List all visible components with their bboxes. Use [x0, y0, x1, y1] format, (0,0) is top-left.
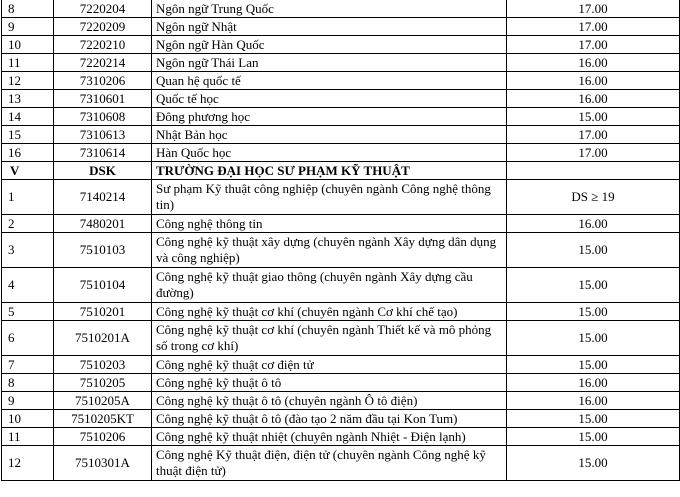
major-name: Công nghệ kỹ thuật giao thông (chuyên ngành Xây dựng cầu đường) — [152, 268, 507, 303]
major-code: 7310613 — [54, 126, 152, 144]
major-code: 7510205KT — [54, 410, 152, 428]
major-name: Công nghệ kỹ thuật cơ khí (chuyên ngành Thiết kế và mô phỏng số trong cơ khí) — [152, 321, 507, 356]
table-row — [2, 36, 680, 54]
table-row — [2, 446, 680, 481]
major-code: 7510203 — [54, 356, 152, 374]
row-index: 5 — [2, 303, 54, 321]
table-row — [2, 356, 680, 374]
cutoff-score: 15.00 — [507, 410, 680, 428]
row-index: 8 — [2, 0, 54, 18]
major-name: Công nghệ kỹ thuật cơ khí (chuyên ngành Cơ khí chế tạo) — [152, 303, 507, 321]
major-name: Công nghệ Kỹ thuật điện, điện tử (chuyên ngành Công nghệ kỹ thuật điện tử) — [152, 446, 507, 481]
major-name: Ngôn ngữ Nhật — [152, 18, 507, 36]
cutoff-score: 16.00 — [507, 374, 680, 392]
major-name: Nhật Bản học — [152, 126, 507, 144]
row-index: 3 — [2, 233, 54, 268]
section-header-row — [2, 162, 680, 180]
row-index: 6 — [2, 321, 54, 356]
cutoff-score: 15.00 — [507, 108, 680, 126]
major-code: 7220204 — [54, 0, 152, 18]
row-index: 16 — [2, 144, 54, 162]
table-row — [2, 215, 680, 233]
section-index: V — [2, 162, 54, 180]
major-code: 7510301A — [54, 446, 152, 481]
major-name: Công nghệ thông tin — [152, 215, 507, 233]
table-row — [2, 268, 680, 303]
table-row — [2, 410, 680, 428]
row-index: 7 — [2, 356, 54, 374]
row-index: 11 — [2, 54, 54, 72]
school-name: TRƯỜNG ĐẠI HỌC SƯ PHẠM KỸ THUẬT — [152, 162, 507, 180]
row-index: 14 — [2, 108, 54, 126]
cutoff-score: 16.00 — [507, 54, 680, 72]
major-name: Ngôn ngữ Trung Quốc — [152, 0, 507, 18]
cutoff-score: 15.00 — [507, 446, 680, 481]
table-row — [2, 90, 680, 108]
row-index: 8 — [2, 374, 54, 392]
major-code: 7480201 — [54, 215, 152, 233]
major-name: Ngôn ngữ Hàn Quốc — [152, 36, 507, 54]
cutoff-score: 16.00 — [507, 392, 680, 410]
major-code: 7310206 — [54, 72, 152, 90]
row-index: 13 — [2, 90, 54, 108]
major-code: 7310614 — [54, 144, 152, 162]
cutoff-score: 17.00 — [507, 36, 680, 54]
cutoff-score: 16.00 — [507, 215, 680, 233]
row-index: 9 — [2, 18, 54, 36]
table-row — [2, 428, 680, 446]
cutoff-score: 15.00 — [507, 233, 680, 268]
row-index: 1 — [2, 180, 54, 215]
row-index: 12 — [2, 446, 54, 481]
table-row — [2, 233, 680, 268]
major-name: Công nghệ kỹ thuật ô tô (chuyên ngành Ô tô điện) — [152, 392, 507, 410]
admission-score-table — [1, 0, 680, 481]
cutoff-score: 15.00 — [507, 268, 680, 303]
table-row — [2, 54, 680, 72]
row-index: 10 — [2, 36, 54, 54]
major-code: 7310601 — [54, 90, 152, 108]
table-row — [2, 303, 680, 321]
major-code: 7510103 — [54, 233, 152, 268]
table-row — [2, 18, 680, 36]
cutoff-score: 15.00 — [507, 303, 680, 321]
table-row — [2, 144, 680, 162]
major-name: Công nghệ kỹ thuật nhiệt (chuyên ngành Nhiệt - Điện lạnh) — [152, 428, 507, 446]
major-code: 7220210 — [54, 36, 152, 54]
table-row — [2, 180, 680, 215]
table-row — [2, 374, 680, 392]
table-row — [2, 392, 680, 410]
major-code: 7510201A — [54, 321, 152, 356]
major-code: 7310608 — [54, 108, 152, 126]
school-code: DSK — [54, 162, 152, 180]
row-index: 12 — [2, 72, 54, 90]
cutoff-score: 17.00 — [507, 144, 680, 162]
major-name: Công nghệ kỹ thuật cơ điện tử — [152, 356, 507, 374]
major-code: 7140214 — [54, 180, 152, 215]
major-name: Đông phương học — [152, 108, 507, 126]
cutoff-score: 15.00 — [507, 428, 680, 446]
row-index: 2 — [2, 215, 54, 233]
major-name: Công nghệ kỹ thuật ô tô — [152, 374, 507, 392]
major-code: 7510104 — [54, 268, 152, 303]
row-index: 4 — [2, 268, 54, 303]
major-code: 7220214 — [54, 54, 152, 72]
major-code: 7510201 — [54, 303, 152, 321]
major-code: 7510206 — [54, 428, 152, 446]
cutoff-score: 15.00 — [507, 356, 680, 374]
major-name: Công nghệ kỹ thuật ô tô (đào tạo 2 năm đầu tại Kon Tum) — [152, 410, 507, 428]
row-index: 11 — [2, 428, 54, 446]
major-code: 7510205 — [54, 374, 152, 392]
cutoff-score: 16.00 — [507, 72, 680, 90]
table-row — [2, 72, 680, 90]
cutoff-score: 17.00 — [507, 0, 680, 18]
section-score — [507, 162, 680, 180]
table-row — [2, 126, 680, 144]
cutoff-score: 15.00 — [507, 321, 680, 356]
row-index: 10 — [2, 410, 54, 428]
row-index: 9 — [2, 392, 54, 410]
cutoff-score: 16.00 — [507, 90, 680, 108]
major-name: Sư phạm Kỹ thuật công nghiệp (chuyên ngành Công nghệ thông tin) — [152, 180, 507, 215]
major-name: Công nghệ kỹ thuật xây dựng (chuyên ngành Xây dựng dân dụng và công nghiệp) — [152, 233, 507, 268]
major-code: 7220209 — [54, 18, 152, 36]
cutoff-score: 17.00 — [507, 126, 680, 144]
major-code: 7510205A — [54, 392, 152, 410]
major-name: Quan hệ quốc tế — [152, 72, 507, 90]
row-index: 15 — [2, 126, 54, 144]
major-name: Ngôn ngữ Thái Lan — [152, 54, 507, 72]
table-row — [2, 321, 680, 356]
major-name: Quốc tế học — [152, 90, 507, 108]
cutoff-score: DS ≥ 19 — [507, 180, 680, 215]
cutoff-score: 17.00 — [507, 18, 680, 36]
table-row — [2, 0, 680, 18]
table-row — [2, 108, 680, 126]
major-name: Hàn Quốc học — [152, 144, 507, 162]
